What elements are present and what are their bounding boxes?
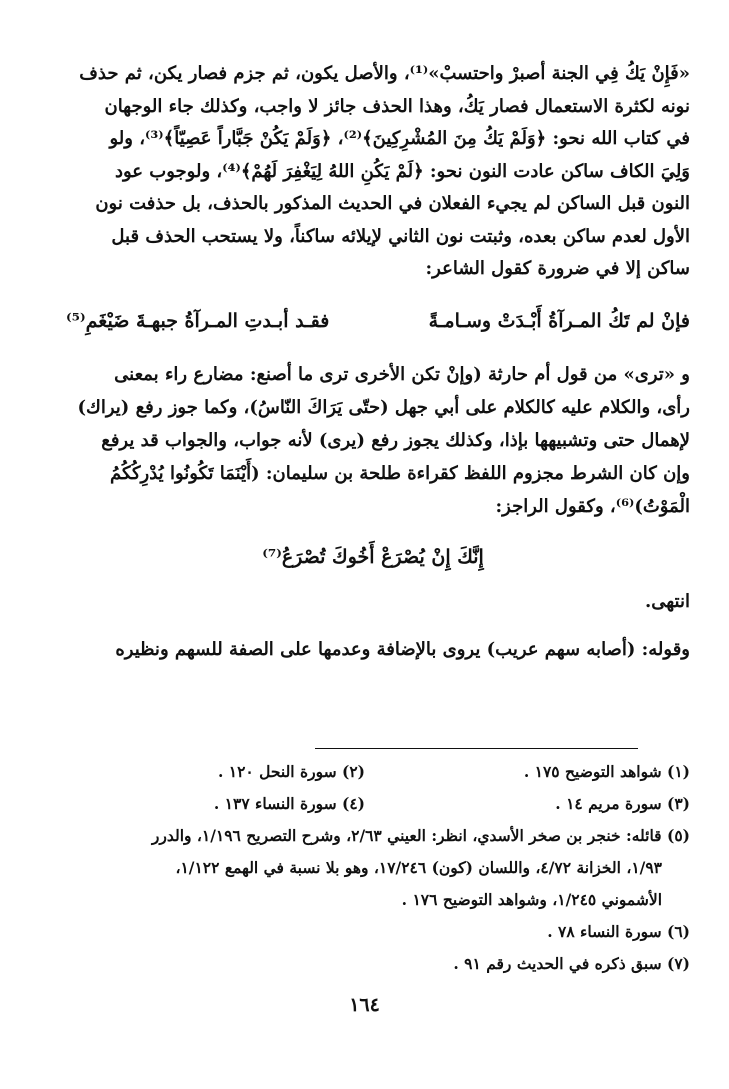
footnote-4: (٤) سورة النساء ١٣٧ . (213, 794, 365, 813)
paragraph-2 (56, 358, 690, 523)
text-line: ساكن إلا في ضرورة كقول الشاعر: (425, 258, 690, 279)
text-line: الْمَوْتُ)⁽⁶⁾، وكقول الراجز: (495, 495, 690, 517)
verse-second-half: فقـد أبـدتِ المـرآةُ جبهـةَ ضَيْغَمِ⁽⁵⁾ (66, 309, 330, 332)
verse-first-half: فإنْ لم تَكُ المـرآةُ أَبْـدَتْ وسـامـةً (428, 309, 690, 332)
text-line: في كتاب الله نحو: ﴿وَلَمْ يَكُ مِنَ المُشْرِكِينَ﴾⁽²⁾، ﴿وَلَمْ يَكُنْ جَبَّاراً عَصِيّاً﴾⁽³⁾، ولو (109, 128, 690, 149)
footnote-row (40, 756, 690, 788)
text-line: نونه لكثرة الاستعمال فصار يَكُ، وهذا الحذف جائز لا واجب، وكذلك جاء الوجهان (104, 95, 690, 117)
text-line: «فَإِنْ يَكُ فِي الجنة أصبرْ واحتسبْ»⁽¹⁾، والأصل يكون، ثم جزم فصار يكن، ثم حذف (79, 63, 690, 84)
footnotes (40, 756, 690, 980)
footnote-5-line: (٥) قائله: خنجر بن صخر الأسدي، انظر: العيني ٢/٦٣، وشرح التصريح ١/١٩٦، والدرر (151, 826, 690, 845)
poetry-verse-1 (56, 306, 690, 336)
footnote-divider (315, 748, 638, 749)
main-text (56, 58, 690, 665)
footnote-3: (٣) سورة مريم ١٤ . (555, 794, 690, 813)
footnote-1: (١) شواهد التوضيح ١٧٥ . (523, 762, 690, 781)
page-number: ١٦٤ (349, 994, 380, 1016)
footnote-row (40, 788, 690, 820)
footnote-7: (٧) سبق ذكره في الحديث رقم ٩١ . (453, 954, 690, 973)
footnote-6: (٦) سورة النساء ٧٨ . (547, 922, 690, 941)
text-line: رأى، والكلام عليه كالكلام على أبي جهل (حتّى يَرَاكَ النّاسُ)، وكما جوز رفع (يراك) (77, 396, 690, 418)
footnote-5-line: الأشموني ١/٢٤٥، وشواهد التوضيح ١٧٦ . (401, 890, 662, 909)
poetry-verse-2: إِنَّكَ إِنْ يُصْرَعْ أَخُوكَ تُصْرَعُ⁽⁷⁾ (262, 545, 484, 568)
text-line: وإن كان الشرط مجزوم اللفظ كقراءة طلحة بن سليمان: (أَيْنَمَا تَكُونُوا يُدْرِكُكُمُ (110, 462, 690, 484)
text-line: الأول لعدم ساكن بعده، وثبتت نون الثاني لإيلائه ساكناً، ولا يستحب الحذف قبل (111, 225, 690, 247)
text-line: وَلِيَ الكاف ساكن عادت النون نحو: ﴿لَمْ يَكُنِ اللهُ لِيَغْفِرَ لَهُمْ﴾⁽⁴⁾، ولوجوب عود (114, 160, 690, 182)
text-line: لإهمال حتى وتشبيهها بإذا، وكذلك يجوز رفع (يرى) لأنه جواب، والجواب قد يرفع (101, 429, 690, 451)
footnote-5-line: ١/٩٣، الخزانة ٤/٧٢، واللسان (كون) ١٧/٢٤٦، وهو بلا نسبة في الهمع ١/١٢٢، (175, 858, 662, 877)
text-line: النون قبل الساكن لم يجيء الفعلان في الحديث المذكور بالحذف، بل حذفت نون (95, 193, 690, 214)
paragraph-1 (56, 58, 690, 286)
closing-line: وقوله: (أصابه سهم عريب) يروى بالإضافة وعدمها على الصفة للسهم ونظيره (115, 638, 690, 660)
ending-word: انتهى. (644, 590, 690, 612)
text-line: و «ترى» من قول أم حارثة (وإنْ تكن الأخرى ترى ما أصنع: مضارع راء بمعنى (114, 363, 690, 385)
footnote-2: (٢) سورة النحل ١٢٠ . (217, 762, 365, 781)
